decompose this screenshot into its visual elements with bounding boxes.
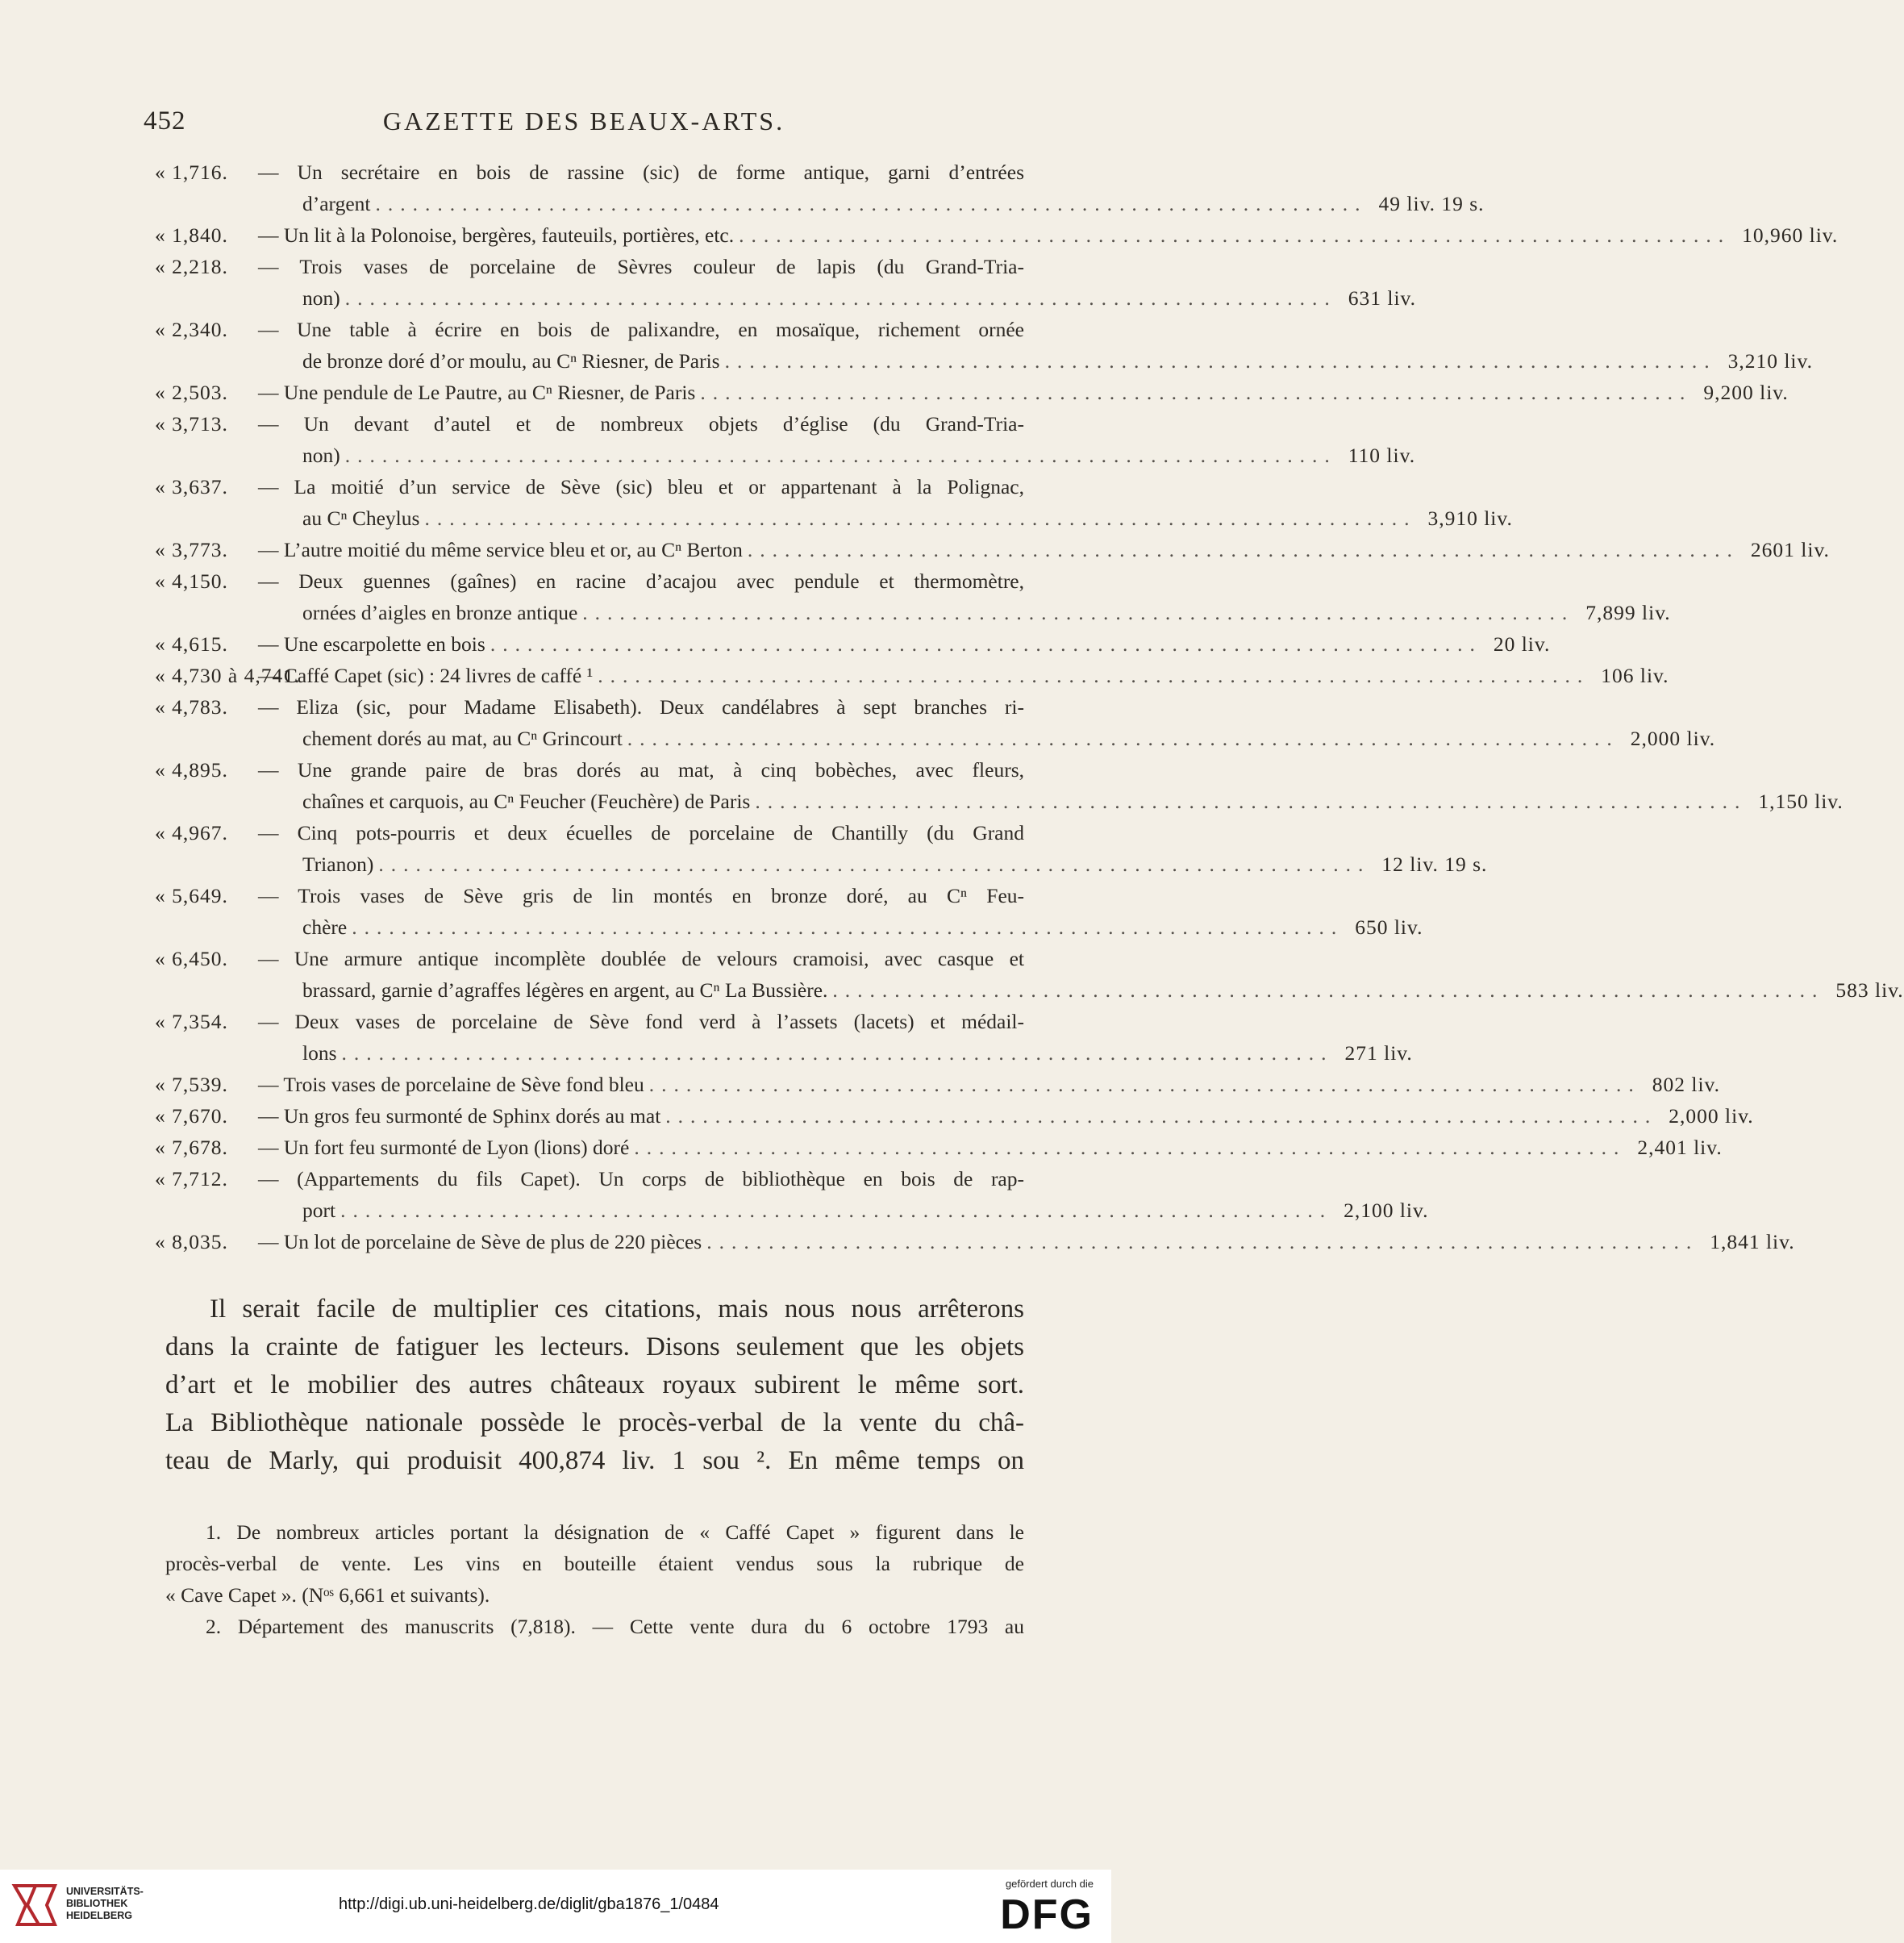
inventory-list: [144, 156, 1904, 1257]
sale-price: 7,899 liv.: [1585, 601, 1671, 624]
entry-line: [144, 408, 1024, 440]
inventory-entry: [144, 1100, 1754, 1132]
sale-price: 49 liv. 19 s.: [1378, 192, 1485, 215]
inventory-entry: [144, 251, 1417, 314]
lot-number: « 2,340.: [155, 318, 228, 341]
lot-number: « 7,670.: [155, 1104, 228, 1128]
sale-price: 2,401 liv.: [1637, 1136, 1723, 1159]
entry-description: chaînes et carquois, au Cⁿ Feucher (Feuchère) de Paris: [302, 790, 751, 813]
dot-leader: ................................................................................: [706, 1230, 1699, 1253]
sale-price: 3,910 liv.: [1427, 507, 1513, 530]
lot-number: « 8,035.: [155, 1230, 228, 1253]
sale-price: 2,100 liv.: [1344, 1199, 1429, 1222]
entry-line: [144, 282, 1417, 314]
sale-price: 1,841 liv.: [1710, 1230, 1795, 1253]
entry-line: [144, 1132, 1723, 1163]
inventory-entry: [144, 471, 1513, 534]
inventory-entry: [144, 817, 1488, 880]
entry-description: chère: [302, 915, 348, 939]
funding-note: gefördert durch die: [1005, 1878, 1094, 1890]
entry-line: [144, 974, 1904, 1006]
lot-number: « 3,773.: [155, 538, 228, 561]
entry-line: [144, 534, 1830, 565]
lot-number: « 4,730 à 4,741.: [155, 664, 301, 687]
inventory-entry: [144, 1163, 1429, 1226]
entry-line: [144, 880, 1024, 911]
sale-price: 271 liv.: [1344, 1041, 1413, 1065]
entry-line: [144, 156, 1024, 188]
dot-leader: ................................................................................: [665, 1104, 1658, 1128]
lot-number: « 2,503.: [155, 381, 228, 404]
entry-line: [144, 565, 1024, 597]
inventory-entry: [144, 1069, 1721, 1100]
entry-description: au Cⁿ Cheylus: [302, 507, 420, 530]
sale-price: 2601 liv.: [1750, 538, 1830, 561]
dot-leader: ................................................................................: [340, 1199, 1333, 1222]
entry-line: [144, 691, 1024, 723]
inventory-entry: [144, 880, 1423, 943]
inventory-entry: [144, 1226, 1795, 1257]
body-line: Il serait facile de multiplier ces citations, mais nous nous arrêterons: [210, 1295, 1024, 1324]
dot-leader: ................................................................................: [739, 223, 1731, 247]
sale-price: 2,000 liv.: [1669, 1104, 1754, 1128]
entry-description: de bronze doré d’or moulu, au Cⁿ Riesner, de Paris: [302, 349, 720, 373]
sale-price: 110 liv.: [1348, 444, 1416, 467]
entry-description: — Trois vases de Sève gris de lin montés en bronze doré, au Cⁿ Feu-: [258, 884, 1024, 907]
lot-number: « 3,637.: [155, 475, 228, 498]
lot-number: « 1,840.: [155, 223, 228, 247]
dot-leader: ................................................................................: [375, 192, 1368, 215]
entry-line: [144, 188, 1485, 219]
sale-price: 10,960 liv.: [1742, 223, 1839, 247]
dot-leader: ................................................................................: [634, 1136, 1627, 1159]
dot-leader: ................................................................................: [724, 349, 1717, 373]
footnote-line: 2. Département des manuscrits (7,818). — Cette vente dura du 6 octobre 1793 au: [206, 1615, 1024, 1638]
entry-description: — Une escarpolette en bois: [258, 632, 485, 656]
dot-leader: ................................................................................: [582, 601, 1575, 624]
entry-line: [144, 1226, 1795, 1257]
entry-line: [144, 1037, 1413, 1069]
inventory-entry: [144, 565, 1671, 628]
entry-description: — Deux guennes (gaînes) en racine d’acajou avec pendule et thermomètre,: [258, 569, 1024, 593]
dot-leader: ................................................................................: [490, 632, 1482, 656]
entry-line: [144, 377, 1789, 408]
entry-description: — Un lit à la Polonoise, bergères, fauteuils, portières, etc.: [258, 223, 735, 247]
entry-description: — Une pendule de Le Pautre, au Cⁿ Riesner, de Paris: [258, 381, 696, 404]
dot-leader: ................................................................................: [627, 727, 1619, 750]
entry-description: — Une table à écrire en bois de palixandre, en mosaïque, richement ornée: [258, 318, 1024, 341]
entry-description: chement dorés au mat, au Cⁿ Grincourt: [302, 727, 623, 750]
footnotes: [165, 1516, 1024, 1642]
sale-price: 650 liv.: [1355, 915, 1423, 939]
sale-price: 583 liv.: [1835, 978, 1904, 1002]
lot-number: « 7,712.: [155, 1167, 228, 1190]
dot-leader: ................................................................................: [341, 1041, 1334, 1065]
entry-line: [144, 502, 1513, 534]
dot-leader: ................................................................................: [747, 538, 1739, 561]
entry-description: — Cinq pots-pourris et deux écuelles de porcelaine de Chantilly (du Grand: [258, 821, 1024, 844]
body-line: teau de Marly, qui produisit 400,874 liv. 1 sou ². En même temps on: [165, 1446, 1024, 1475]
entry-description: port: [302, 1199, 336, 1222]
inventory-entry: [144, 314, 1813, 377]
lot-number: « 2,218.: [155, 255, 228, 278]
entry-description: — Caffé Capet (sic) : 24 livres de caffé ¹: [258, 664, 594, 687]
entry-description: ornées d’aigles en bronze antique: [302, 601, 578, 624]
page-number: 452: [144, 106, 186, 136]
page-header: [144, 106, 1024, 144]
entry-line: [144, 786, 1844, 817]
lot-number: « 4,967.: [155, 821, 228, 844]
entry-line: [144, 1163, 1024, 1195]
entry-description: — Un devant d’autel et de nombreux objets d’église (du Grand-Tria-: [258, 412, 1024, 436]
entry-line: [144, 440, 1416, 471]
entry-line: [144, 345, 1813, 377]
entry-description: — Trois vases de porcelaine de Sève fond bleu: [258, 1073, 644, 1096]
entry-line: [144, 754, 1024, 786]
body-line: dans la crainte de fatiguer les lecteurs. Disons seulement que les objets: [165, 1332, 1024, 1361]
entry-line: [144, 943, 1024, 974]
inventory-entry: [144, 754, 1844, 817]
inventory-entry: [144, 156, 1485, 219]
sale-price: 106 liv.: [1601, 664, 1669, 687]
entry-description: d’argent: [302, 192, 371, 215]
dfg-logo: DFG: [1000, 1891, 1094, 1938]
entry-description: — Une grande paire de bras dorés au mat, à cinq bobèches, avec fleurs,: [258, 758, 1024, 782]
sale-price: 1,150 liv.: [1758, 790, 1844, 813]
inventory-entry: [144, 660, 1669, 691]
digitization-footer: [0, 1870, 1111, 1943]
dot-leader: ................................................................................: [648, 1073, 1641, 1096]
entry-line: [144, 628, 1551, 660]
dot-leader: ................................................................................: [344, 286, 1337, 310]
lot-number: « 7,678.: [155, 1136, 228, 1159]
lot-number: « 4,895.: [155, 758, 228, 782]
lot-number: « 7,354.: [155, 1010, 228, 1033]
dot-leader: ................................................................................: [344, 444, 1337, 467]
dot-leader: ................................................................................: [352, 915, 1344, 939]
entry-description: lons: [302, 1041, 337, 1065]
dot-leader: ................................................................................: [598, 664, 1590, 687]
sale-price: 802 liv.: [1652, 1073, 1721, 1096]
entry-line: [144, 1195, 1429, 1226]
footnote-line: 1. De nombreux articles portant la désignation de « Caffé Capet » figurent dans le: [206, 1520, 1024, 1544]
footnote-line: procès-verbal de vente. Les vins en bouteille étaient vendus sous la rubrique de: [165, 1552, 1024, 1575]
dot-leader: ................................................................................: [378, 853, 1371, 876]
lot-number: « 5,649.: [155, 884, 228, 907]
lot-number: « 1,716.: [155, 161, 228, 184]
entry-description: — (Appartements du fils Capet). Un corps de bibliothèque en bois de rap-: [258, 1167, 1024, 1190]
entry-description: — La moitié d’un service de Sève (sic) bleu et or appartenant à la Polignac,: [258, 475, 1024, 498]
entry-description: — Un lot de porcelaine de Sève de plus de 220 pièces: [258, 1230, 702, 1253]
entry-description: non): [302, 286, 340, 310]
lot-number: « 4,150.: [155, 569, 228, 593]
inventory-entry: [144, 943, 1904, 1006]
dot-leader: ................................................................................: [832, 978, 1825, 1002]
sale-price: 9,200 liv.: [1703, 381, 1789, 404]
entry-line: [144, 911, 1423, 943]
entry-description: — Une armure antique incomplète doublée de velours cramoisi, avec casque et: [258, 947, 1024, 970]
inventory-entry: [144, 377, 1789, 408]
permalink-url[interactable]: http://digi.ub.uni-heidelberg.de/diglit/gba1876_1/0484: [339, 1895, 719, 1913]
inventory-entry: [144, 691, 1716, 754]
entry-description: — Un fort feu surmonté de Lyon (lions) doré: [258, 1136, 630, 1159]
entry-description: — L’autre moitié du même service bleu et or, au Cⁿ Berton: [258, 538, 743, 561]
entry-line: [144, 251, 1024, 282]
footnote-line: « Cave Capet ». (Nᵒˢ 6,661 et suivants).: [165, 1583, 490, 1607]
entry-line: [144, 597, 1671, 628]
entry-line: [144, 848, 1488, 880]
sale-price: 3,210 liv.: [1727, 349, 1813, 373]
entry-description: — Eliza (sic, pour Madame Elisabeth). Deux candélabres à sept branches ri-: [258, 695, 1024, 719]
entry-line: [144, 1006, 1024, 1037]
dot-leader: ................................................................................: [755, 790, 1748, 813]
lot-number: « 4,783.: [155, 695, 228, 719]
body-line: d’art et le mobilier des autres châteaux royaux subirent le même sort.: [165, 1370, 1024, 1399]
entry-line: [144, 660, 1669, 691]
lot-number: « 4,615.: [155, 632, 228, 656]
entry-line: [144, 471, 1024, 502]
entry-description: — Un secrétaire en bois de rassine (sic) de forme antique, garni d’entrées: [258, 161, 1024, 184]
entry-description: — Un gros feu surmonté de Sphinx dorés au mat: [258, 1104, 661, 1128]
sale-price: 631 liv.: [1348, 286, 1417, 310]
entry-description: — Trois vases de porcelaine de Sèvres couleur de lapis (du Grand-Tria-: [258, 255, 1024, 278]
inventory-entry: [144, 628, 1551, 660]
running-title: GAZETTE DES BEAUX-ARTS.: [382, 106, 785, 136]
sale-price: 2,000 liv.: [1630, 727, 1716, 750]
lot-number: « 7,539.: [155, 1073, 228, 1096]
body-line: La Bibliothèque nationale possède le procès-verbal de la vente du châ-: [165, 1408, 1024, 1437]
inventory-entry: [144, 1132, 1723, 1163]
lot-number: « 3,713.: [155, 412, 228, 436]
university-library-logo-icon: [11, 1881, 58, 1929]
entry-line: [144, 817, 1024, 848]
entry-line: [144, 314, 1024, 345]
inventory-entry: [144, 1006, 1413, 1069]
dot-leader: ................................................................................: [700, 381, 1693, 404]
entry-description: brassard, garnie d’agraffes légères en argent, au Cⁿ La Bussière.: [302, 978, 828, 1002]
inventory-entry: [144, 534, 1830, 565]
entry-description: Trianon): [302, 853, 374, 876]
inventory-entry: [144, 408, 1416, 471]
body-paragraph: [165, 1290, 1024, 1480]
entry-line: [144, 1069, 1721, 1100]
entry-line: [144, 1100, 1754, 1132]
entry-description: non): [302, 444, 340, 467]
entry-line: [144, 723, 1716, 754]
sale-price: 12 liv. 19 s.: [1381, 853, 1488, 876]
entry-line: [144, 219, 1839, 251]
institution-name: UNIVERSITÄTS- BIBLIOTHEK HEIDELBERG: [66, 1886, 144, 1921]
entry-description: — Deux vases de porcelaine de Sève fond verd à l’assets (lacets) et médail-: [258, 1010, 1024, 1033]
lot-number: « 6,450.: [155, 947, 228, 970]
dot-leader: ................................................................................: [424, 507, 1417, 530]
sale-price: 20 liv.: [1493, 632, 1551, 656]
inventory-entry: [144, 219, 1839, 251]
